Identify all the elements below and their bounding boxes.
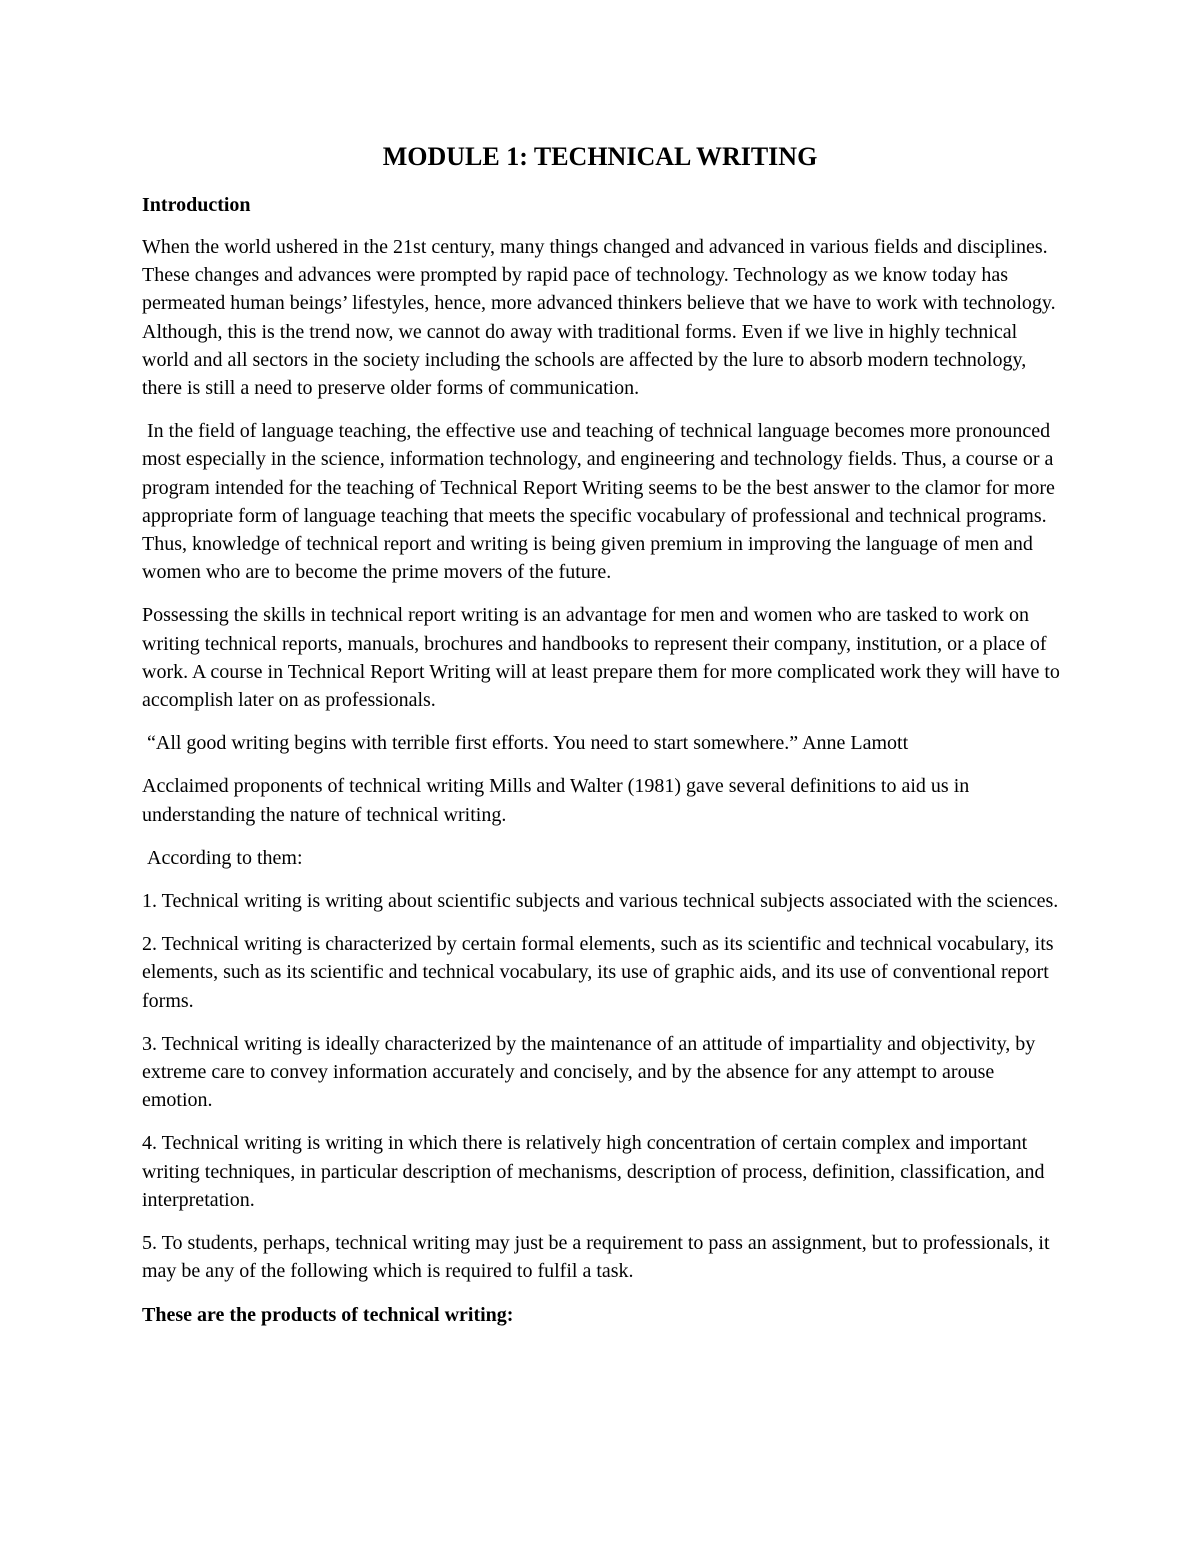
paragraph-intro-1: When the world ushered in the 21st century, many things changed and advanced in various fields and disciplines. These changes and advances were prompted by rapid pace of technology. Technology as we know today has permeated human beings’ lifestyles, hence, more advanced thinkers believe that we have to work with technology. Although, this is the trend now, we cannot do away with traditional forms. Even if we live in highly technical world and all sectors in the society including the schools are affected by the lure to absorb modern technology, there is still a need to preserve older forms of communication. [142,236,1056,400]
document-body [142,191,1062,1329]
section-heading-introduction: Introduction [142,194,251,216]
paragraph-intro-2: In the field of language teaching, the effective use and teaching of technical language becomes more pronounced most especially in the science, information technology, and engineering and technology fields. Thus, a course or a program intended for the teaching of Technical Report Writing seems to be the best answer to the clamor for more appropriate form of language teaching that meets the specific vocabulary of professional and technical programs. Thus, knowledge of technical report and writing is being given premium in improving the language of men and women who are to become the prime movers of the future. [142,420,1060,584]
list-item-2: 2. Technical writing is characterized by certain formal elements, such as its scientific and technical vocabulary, its elements, such as its scientific and technical vocabulary, its use of graphic aids, and its use of conventional report forms. [142,933,1054,1012]
page-title: MODULE 1: TECHNICAL WRITING [382,142,818,171]
paragraph-intro-3: Possessing the skills in technical report writing is an advantage for men and women who are tasked to work on writing technical reports, manuals, brochures and handbooks to represent their company, institution, or a place of work. A course in Technical Report Writing will at least prepare them for more complicated work they will have to accomplish later on as professionals. [142,604,1060,712]
list-item-1: 1. Technical writing is writing about scientific subjects and various technical subjects associated with the sciences. [142,890,1059,913]
products-heading: These are the products of technical writing: [142,1303,514,1326]
list-item-5: 5. To students, perhaps, technical writing may just be a requirement to pass an assignment, but to professionals, it may be any of the following which is required to fulfil a task. [142,1232,1050,1283]
list-item-4: 4. Technical writing is writing in which there is relatively high concentration of certain complex and important writing techniques, in particular description of mechanisms, description of process, definition, classification, and interpretation. [142,1132,1045,1211]
list-item-3: 3. Technical writing is ideally characterized by the maintenance of an attitude of impartiality and objectivity, by extreme care to convey information accurately and concisely, and by the absence for any attempt to arouse emotion. [142,1032,1036,1112]
quote-lamott: “All good writing begins with terrible first efforts. You need to start somewhere.” Anne Lamott [142,732,909,755]
paragraph-according: According to them: [142,846,303,869]
paragraph-mills-walter: Acclaimed proponents of technical writing Mills and Walter (1981) gave several definitions to aid us in understanding the nature of technical writing. [142,775,970,826]
